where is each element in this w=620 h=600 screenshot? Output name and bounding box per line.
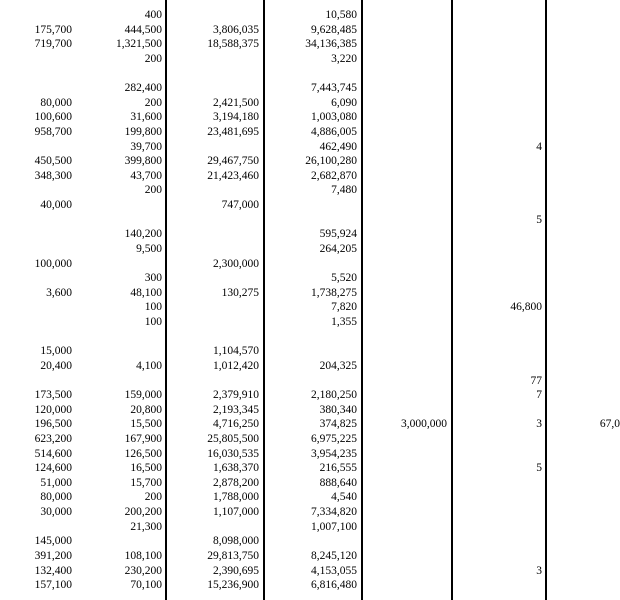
table-cell: 4,886,005 [311,125,357,138]
table-cell: 15,700 [130,476,162,489]
table-cell: 462,490 [319,140,357,153]
table-cell: 29,467,750 [207,155,259,168]
table-cell: 29,813,750 [207,549,259,562]
table-cell: 9,500 [136,242,162,255]
table-row [0,140,600,155]
table-cell: 30,000 [40,506,72,519]
table-row [0,257,600,272]
table-cell: 200 [144,184,162,197]
table-cell: 399,800 [124,155,162,168]
table-cell: 15,500 [130,418,162,431]
table-cell: 132,400 [34,564,72,577]
table-row [0,37,600,52]
table-cell: 140,200 [124,228,162,241]
table-row [0,300,600,315]
table-cell: 46,800 [510,301,542,314]
table-row [0,213,600,228]
table-row [0,125,600,140]
table-cell: 200,200 [124,506,162,519]
table-row [0,154,600,169]
table-cell: 1,104,570 [213,345,259,358]
table-cell: 130,275 [221,286,259,299]
table-cell: 7,443,745 [311,82,357,95]
table-cell: 7 [536,389,542,402]
table-cell: 77 [530,374,542,387]
table-row [0,534,600,549]
table-cell: 1,321,500 [116,38,162,51]
table-row [0,198,600,213]
table-cell: 1,007,100 [311,520,357,533]
table-cell: 100,600 [34,111,72,124]
table-cell: 120,000 [34,403,72,416]
table-cell: 444,500 [124,23,162,36]
table-cell: 10,580 [325,9,357,21]
table-cell: 4 [536,140,542,153]
table-cell: 6,090 [331,96,357,109]
table-cell: 175,700 [34,23,72,36]
table-row [0,520,600,535]
table-cell: 6,816,480 [311,579,357,592]
table-cell: 888,640 [319,476,357,489]
table-cell: 48,100 [130,286,162,299]
table-row [0,476,600,491]
table-cell: 3 [536,418,542,431]
table-cell: 126,500 [124,447,162,460]
table-cell: 216,555 [319,462,357,475]
table-cell: 21,423,460 [207,169,259,182]
table-row [0,549,600,564]
table-cell: 124,600 [34,462,72,475]
table-cell: 5,520 [331,272,357,285]
table-cell: 167,900 [124,432,162,445]
table-cell: 1,003,080 [311,111,357,124]
table-cell: 7,480 [331,184,357,197]
table-cell: 26,100,280 [305,155,357,168]
table-cell: 282,400 [124,82,162,95]
table-cell: 2,682,870 [311,169,357,182]
table-row [0,66,600,81]
table-row [0,315,600,330]
table-cell: 380,340 [319,403,357,416]
table-cell: 2,180,250 [311,389,357,402]
table-cell: 3,954,235 [311,447,357,460]
table-cell: 9,628,485 [311,23,357,36]
table-cell: 157,100 [34,579,72,592]
table-cell: 747,000 [221,199,259,212]
table-cell: 2,878,200 [213,476,259,489]
table-cell: 20,400 [40,359,72,372]
table-cell: 5 [536,213,542,226]
table-cell: 100 [144,316,162,329]
table-cell: 80,000 [40,491,72,504]
table-cell: 264,205 [319,242,357,255]
table-row [0,417,620,432]
table-cell: 400 [144,9,162,21]
table-cell: 3,600 [46,286,72,299]
table-cell: 204,325 [319,359,357,372]
table-cell: 2,193,345 [213,403,259,416]
table-cell: 4,540 [331,491,357,504]
table-cell: 623,200 [34,432,72,445]
table-cell: 200 [144,491,162,504]
table-row [0,578,600,593]
table-cell: 1,738,275 [311,286,357,299]
table-row [0,388,600,403]
table-cell: 15,000 [40,345,72,358]
table-cell: 31,600 [130,111,162,124]
table-cell: 21,300 [130,520,162,533]
table-cell: 16,500 [130,462,162,475]
table-cell: 4,153,055 [311,564,357,577]
table-cell: 200 [144,52,162,65]
table-cell: 2,379,910 [213,389,259,402]
table-cell: 719,700 [34,38,72,51]
table-cell: 67,0 [599,418,620,431]
table-cell: 80,000 [40,96,72,109]
table-cell: 230,200 [124,564,162,577]
table-cell: 16,030,535 [207,447,259,460]
table-cell: 3,806,035 [213,23,259,36]
table-cell: 8,245,120 [311,549,357,562]
table-row [0,242,600,257]
table-cell: 20,800 [130,403,162,416]
table-cell: 40,000 [40,199,72,212]
table-row [0,81,600,96]
table-row [0,461,600,476]
table-row [0,330,600,345]
table-cell: 7,334,820 [311,506,357,519]
table-row [0,286,600,301]
table-row [0,110,600,125]
table-cell: 6,975,225 [311,432,357,445]
table-cell: 3,194,180 [213,111,259,124]
table-cell: 3,000,000 [401,418,447,431]
table-row [0,8,600,23]
table-cell: 1,012,420 [213,359,259,372]
table-cell: 2,300,000 [213,257,259,270]
table-row [0,505,600,520]
table-cell: 25,805,500 [207,432,259,445]
table-cell: 450,500 [34,155,72,168]
table-row [0,227,600,242]
table-cell: 7,820 [331,301,357,314]
table-row [0,344,600,359]
table-cell: 391,200 [34,549,72,562]
table-cell: 3 [536,564,542,577]
table-cell: 18,588,375 [207,38,259,51]
table-row [0,432,600,447]
table-cell: 145,000 [34,535,72,548]
table-cell: 173,500 [34,389,72,402]
table-cell: 23,481,695 [207,125,259,138]
table-cell: 159,000 [124,389,162,402]
table-row [0,374,600,389]
table-cell: 51,000 [40,476,72,489]
table-cell: 15,236,900 [207,579,259,592]
table-cell: 196,500 [34,418,72,431]
table-row [0,271,600,286]
table-row [0,447,600,462]
table-cell: 100,000 [34,257,72,270]
table-cell: 300 [144,272,162,285]
table-row [0,52,600,67]
table-row [0,490,600,505]
table-cell: 2,390,695 [213,564,259,577]
table-cell: 199,800 [124,125,162,138]
table-cell: 200 [144,96,162,109]
table-cell: 4,100 [136,359,162,372]
table-cell: 43,700 [130,169,162,182]
table-row [0,183,600,198]
table-cell: 8,098,000 [213,535,259,548]
table-cell: 100 [144,301,162,314]
table-cell: 70,100 [130,579,162,592]
table-cell: 4,716,250 [213,418,259,431]
table-cell: 39,700 [130,140,162,153]
table-row [0,96,600,111]
table-cell: 1,788,000 [213,491,259,504]
table-cell: 958,700 [34,125,72,138]
table-cell: 5 [536,462,542,475]
table-cell: 1,638,370 [213,462,259,475]
table-cell: 348,300 [34,169,72,182]
table-cell: 514,600 [34,447,72,460]
table-row [0,403,600,418]
table-cell: 595,924 [319,228,357,241]
table-row [0,564,600,579]
table-cell: 1,355 [331,316,357,329]
table-cell: 34,136,385 [305,38,357,51]
table-row [0,359,600,374]
table-row [0,23,600,38]
table-cell: 1,107,000 [213,506,259,519]
table-cell: 374,825 [319,418,357,431]
table-cell: 108,100 [124,549,162,562]
table-row [0,169,600,184]
table-cell: 2,421,500 [213,96,259,109]
table-cell: 3,220 [331,52,357,65]
